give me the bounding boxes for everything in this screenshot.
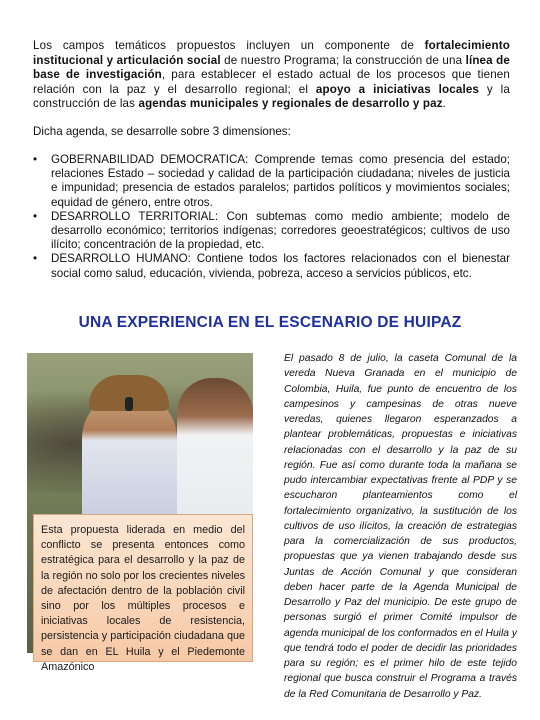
intro-text-1: Los campos temáticos propuestos incluyen un componente de <box>33 39 425 52</box>
intro-text-4: y la construcción de las <box>33 82 511 111</box>
bullet-icon: • <box>33 209 38 223</box>
bullet-icon: • <box>33 252 38 266</box>
intro-bold-1: fortalecimiento institucional y articulación social <box>33 39 510 67</box>
intro-paragraph <box>33 39 510 112</box>
intro-bold-2: línea de base de investigación <box>33 53 510 82</box>
dimension-text: DESARROLLO HUMANO: Contiene todos los factores relacionados con el bienestar social como salud, educación, vivienda, pobreza, acceso a servicios públicos, etc. <box>51 252 510 280</box>
dimension-text: GOBERNABILIDAD DEMOCRATICA: Comprende temas como presencia del estado; relaciones Estado – sociedad y calidad de la participación ciudadana; niveles de justicia e impunidad; presencia de estados paralelos; partidos políticos y movimientos sociales; equidad de género, entre otros. <box>51 153 510 209</box>
dimension-item <box>33 210 510 253</box>
intro-bold-3: apoyo a iniciativas locales <box>315 82 480 96</box>
story-paragraph: El pasado 8 de julio, la caseta Comunal de la vereda Nueva Granada en el municipio de Colombia, Huila, fue punto de encuentro de los campesinos y campesinas de otras nueve veredas, quienes llegaron esperanzados a plantear problemáticas, propuestas e iniciativas relacionadas con el desarrollo y la paz de su región. Fue así como durante toda la mañana se pudo intercambiar expectativas frente al PDP y se escucharon planteamientos como el fortalecimiento organizativo, la sustitución de los cultivos de uso ilícitos, la creación de estrategias para la comercialización de sus productos, propuestas que ya vienen trabajando desde sus Juntas de Acción Comunal y que consideran deben hacer parte de la Agenda Municipal de Desarrollo y Paz del municipio. De este grupo de personas surgió el primer Comité impulsor de agenda municipal de los conformados en el Huila y que tendrá todo el poder de decidir las prioridades para su región; es el primer hilo de este tejido regional que busca construir el Programa a través de la Red Comunitaria de Desarrollo y Paz. <box>284 353 517 700</box>
intro-text-3: , para establecer el estado actual de los procesos que tienen relación con la paz y el desarrollo regional; el <box>33 68 511 96</box>
microphone-icon <box>125 397 133 411</box>
dimension-item <box>33 153 510 210</box>
dimension-item <box>33 252 510 280</box>
intro-text-5: . <box>442 97 447 111</box>
agenda-intro: Dicha agenda, se desarrolle sobre 3 dimensiones: <box>33 125 291 138</box>
bullet-icon: • <box>33 153 38 166</box>
intro-text-2: de nuestro Programa; la construcción de una <box>220 53 466 67</box>
dimension-text: DESARROLLO TERRITORIAL: Con subtemas como medio ambiente; modelo de desarrollo económico; territorios indígenas; corredores geoestratégicos; cultivos de uso ilícito; concentración de la propiedad, etc. <box>51 209 510 252</box>
section-title: UNA EXPERIENCIA EN EL ESCENARIO DE HUIPAZ <box>78 314 462 331</box>
dimensions-list <box>33 153 510 281</box>
intro-bold-4: agendas municipales y regionales de desarrollo y paz <box>138 97 443 111</box>
photo-caption-box: Esta propuesta liderada en medio del conflicto se presenta entonces como estratégica para el desarrollo y la paz de la región no solo por los crecientes niveles de afectación dentro de la población civil sino por los múltiples procesos e iniciativas locales de resistencia, persistencia y participación ciudadana que se dan en EL Huila y el Piedemonte Amazónico <box>33 514 253 662</box>
